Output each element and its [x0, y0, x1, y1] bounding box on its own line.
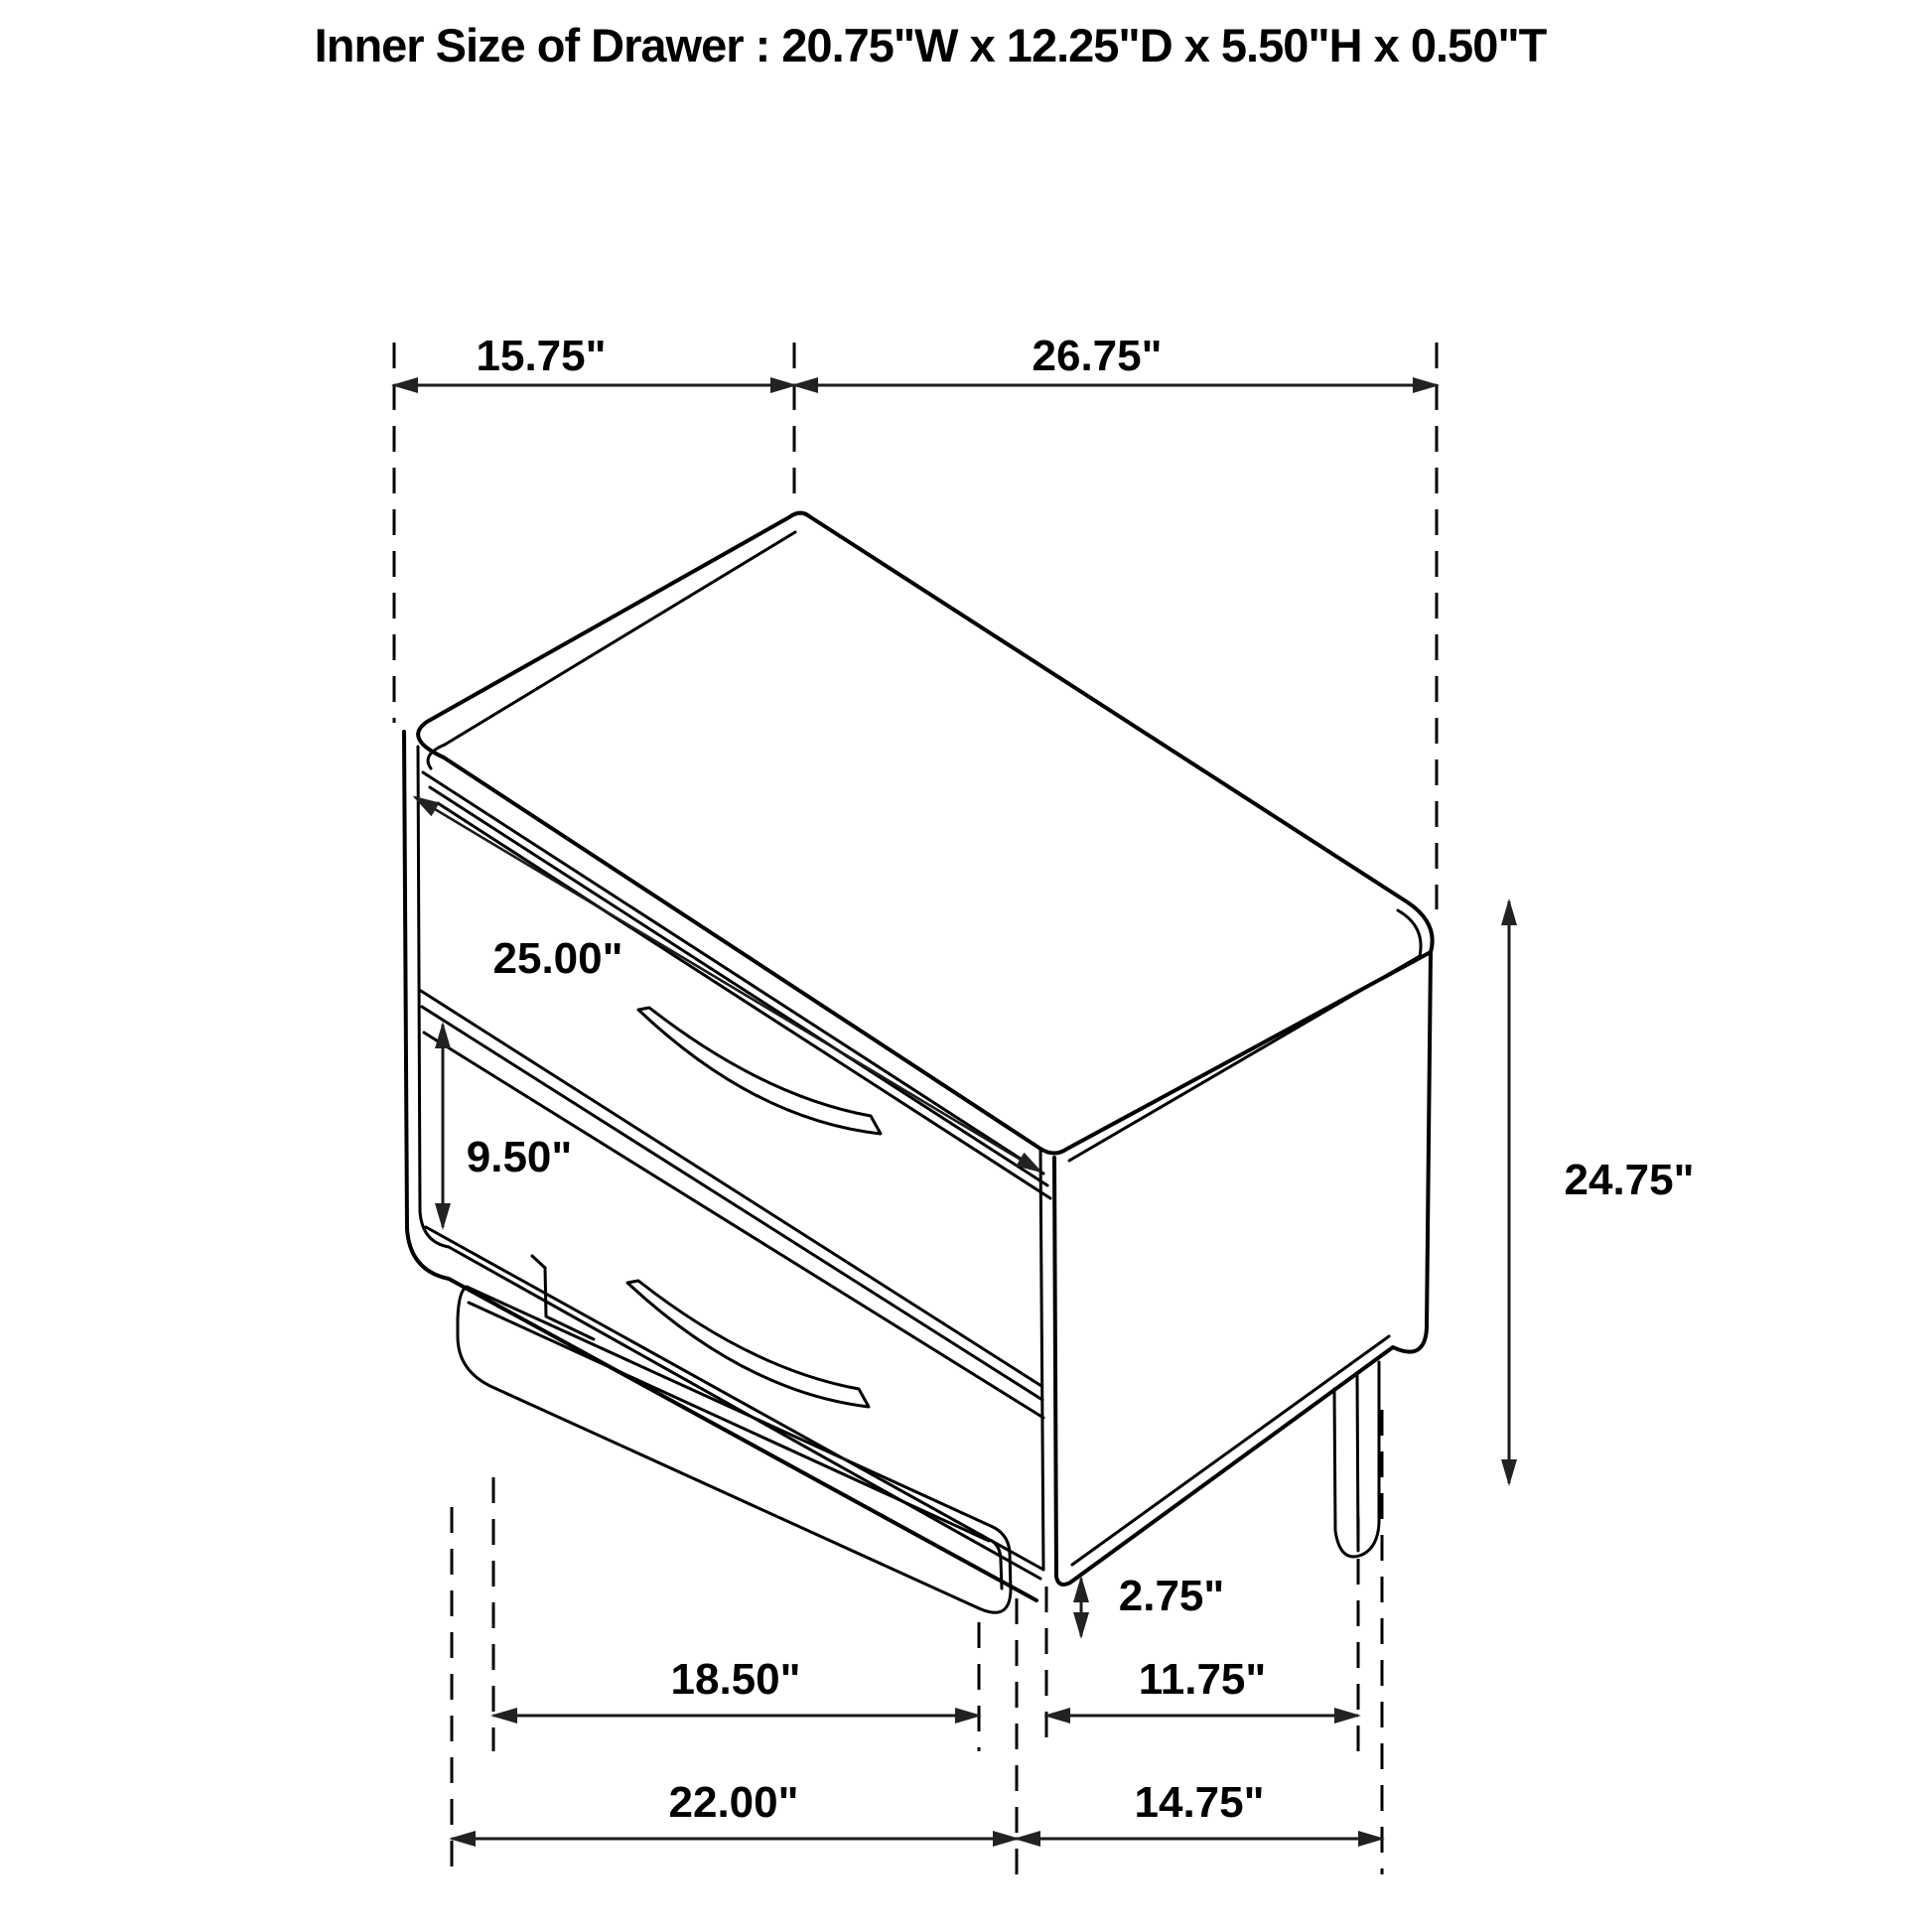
extension-lines: [394, 343, 1437, 1874]
page-title: Inner Size of Drawer : 20.75"W x 12.25"D x 5.50"H x 0.50"T: [314, 19, 1547, 71]
side-bottom-edge-inner: [1072, 1336, 1389, 1565]
dim-label-base-clearance: 2.75": [1118, 1572, 1225, 1620]
drawer2-handle: [627, 1281, 869, 1407]
front-corner-edge-inner: [1040, 1149, 1043, 1570]
dim-label-base-front-width: 18.50": [670, 1655, 801, 1704]
plinth-top-inner-line: [469, 1303, 989, 1541]
front-corner-edge-outer: [1054, 1158, 1056, 1577]
dim-label-top-width: 26.75": [1032, 332, 1163, 380]
top-face: [418, 513, 1433, 1154]
dim-label-floor-width: 22.00": [668, 1778, 799, 1827]
dim-label-floor-depth: 14.75": [1134, 1778, 1265, 1827]
dim-label-front-width: 25.00": [492, 934, 623, 983]
dim-label-drawer-height: 9.50": [466, 1133, 573, 1181]
dimension-lines: [394, 385, 1509, 1839]
nightstand-drawing: [404, 513, 1433, 1613]
dim-label-top-depth: 15.75": [476, 332, 607, 380]
dim-label-overall-height: 24.75": [1564, 1156, 1695, 1204]
side-leg-inner-line: [1357, 1374, 1358, 1551]
dim-label-base-side-depth: 11.75": [1138, 1655, 1267, 1704]
front-foot-inner-line: [992, 1541, 1002, 1588]
drawer1-handle: [638, 1008, 881, 1134]
